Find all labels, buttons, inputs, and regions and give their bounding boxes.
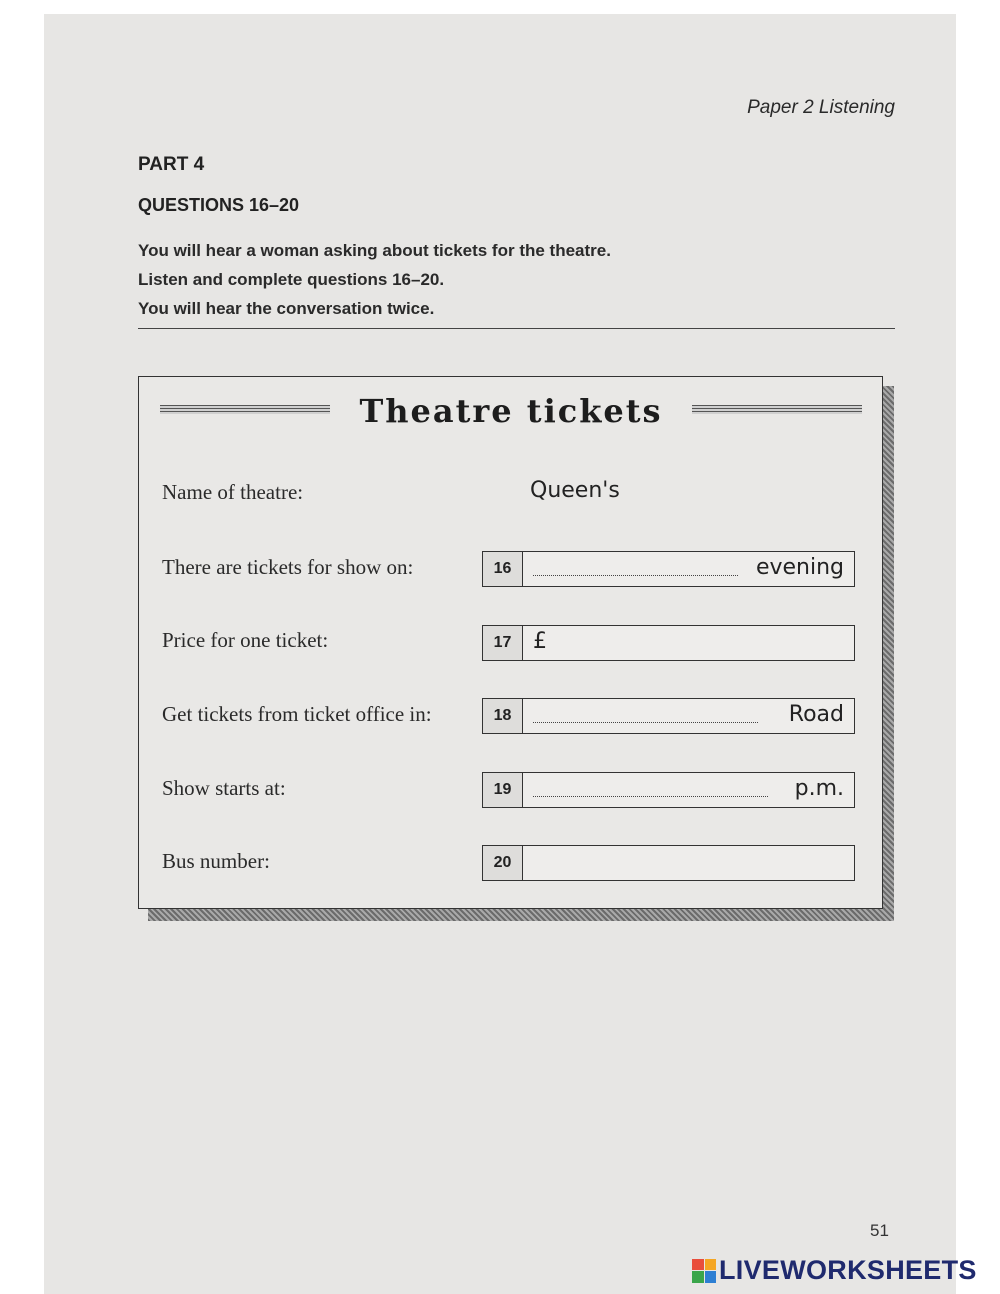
- question-label: There are tickets for show on:: [162, 555, 414, 579]
- instruction-line: You will hear the conversation twice.: [138, 299, 435, 318]
- page-number: 51: [870, 1221, 889, 1240]
- answer-field-16[interactable]: [482, 551, 855, 587]
- liveworksheets-logo-icon: [692, 1259, 716, 1283]
- answer-field-18[interactable]: [482, 698, 855, 734]
- liveworksheets-brand[interactable]: [692, 1255, 977, 1286]
- instructions: [138, 236, 611, 323]
- dotted-line: [533, 575, 738, 576]
- answer-suffix: Road: [788, 702, 844, 727]
- answer-suffix: evening: [755, 555, 844, 580]
- question-number: 17: [483, 626, 523, 660]
- answer-field-19[interactable]: [482, 772, 855, 808]
- question-label: Bus number:: [162, 849, 270, 873]
- instruction-line: Listen and complete questions 16–20.: [138, 270, 445, 289]
- question-number: 16: [483, 552, 523, 586]
- instruction-line: You will hear a woman asking about tickets for the theatre.: [138, 241, 611, 260]
- question-number: 19: [483, 773, 523, 807]
- questions-range: QUESTIONS 16–20: [138, 195, 300, 215]
- answer-suffix: p.m.: [794, 776, 844, 801]
- question-label: Price for one ticket:: [162, 628, 329, 652]
- form-title: Theatre tickets: [359, 392, 663, 430]
- title-ornament-left: [160, 405, 330, 414]
- part-title: PART 4: [138, 154, 205, 175]
- dotted-line: [533, 796, 768, 797]
- dotted-line: [533, 722, 758, 723]
- answer-field-20[interactable]: [482, 845, 855, 881]
- theatre-name-answer: Queen's: [530, 478, 620, 503]
- question-label: Get tickets from ticket office in:: [162, 702, 432, 726]
- question-number: 20: [483, 846, 523, 880]
- title-ornament-right: [692, 405, 862, 414]
- brand-name: LIVEWORKSHEETS: [719, 1255, 977, 1285]
- divider: [138, 328, 895, 329]
- running-head: Paper 2 Listening: [747, 97, 895, 118]
- answer-prefix: £: [533, 629, 547, 654]
- theatre-name-label: Name of theatre:: [162, 480, 304, 504]
- question-label: Show starts at:: [162, 776, 286, 800]
- answer-field-17[interactable]: [482, 625, 855, 661]
- question-number: 18: [483, 699, 523, 733]
